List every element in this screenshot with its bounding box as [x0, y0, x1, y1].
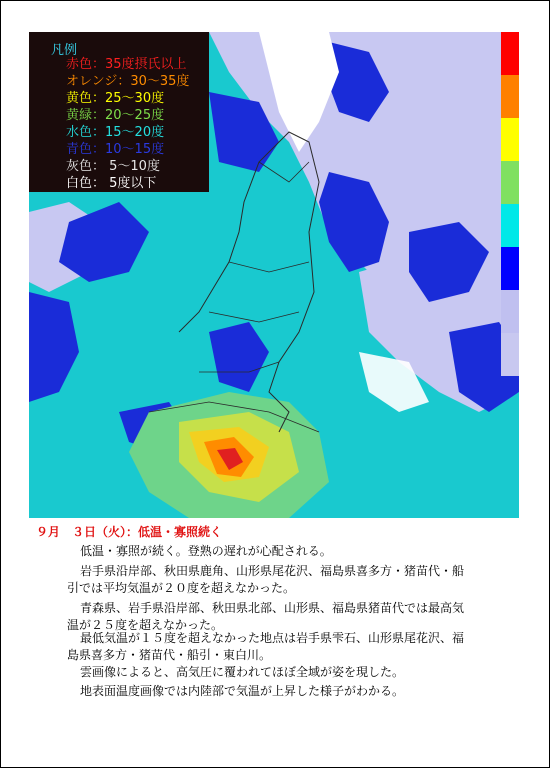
legend-item-gray: 灰色： 5～10度 [66, 159, 160, 174]
scale-swatch [501, 204, 519, 247]
scale-swatch [501, 247, 519, 290]
report-line: 青森県、岩手県沿岸部、秋田県北部、山形県、福島県猪苗代では最高気 [80, 601, 465, 615]
report-line: 地表面温度画像では内陸部で気温が上昇した様子がわかる。 [80, 684, 405, 698]
legend-item-blue: 青色：10～15度 [66, 142, 165, 157]
scale-swatch [501, 118, 519, 161]
legend-item-yellowgreen: 黄緑：20～25度 [66, 108, 165, 123]
report-line: 温が２５度を超えなかった。 [67, 618, 224, 632]
color-scale-bar [501, 32, 519, 376]
report-date-heading: ９月 ３日（火）：低温・寡照続く [36, 525, 223, 539]
report-line: 低温・寡照が続く。登熟の遅れが心配される。 [80, 544, 332, 558]
report-line: 最低気温が１５度を超えなかった地点は岩手県雫石、山形県尾花沢、福 [80, 631, 465, 645]
legend-item-white: 白色： 5度以下 [66, 176, 157, 191]
legend-item-cyan: 水色：15～20度 [66, 125, 165, 140]
report-line: 島県喜多方・猪苗代・船引・東白川。 [67, 648, 272, 662]
legend-title: 凡例 [51, 43, 78, 58]
legend-item-yellow: 黄色：25～30度 [66, 91, 165, 106]
scale-swatch [501, 32, 519, 75]
scale-swatch [501, 290, 519, 333]
legend-item-red: 赤色：35度摂氏以上 [66, 57, 187, 72]
report-line: 引では平均気温が２０度を超えなかった。 [67, 581, 296, 595]
report-line: 雲画像によると、高気圧に覆われてほぼ全域が姿を現した。 [80, 665, 405, 679]
scale-swatch [501, 333, 519, 376]
scale-swatch [501, 161, 519, 204]
report-line: 岩手県沿岸部、秋田県鹿角、山形県尾花沢、福島県喜多方・猪苗代・船 [80, 564, 465, 578]
legend-item-orange: オレンジ：30～35度 [66, 74, 190, 89]
scale-swatch [501, 75, 519, 118]
